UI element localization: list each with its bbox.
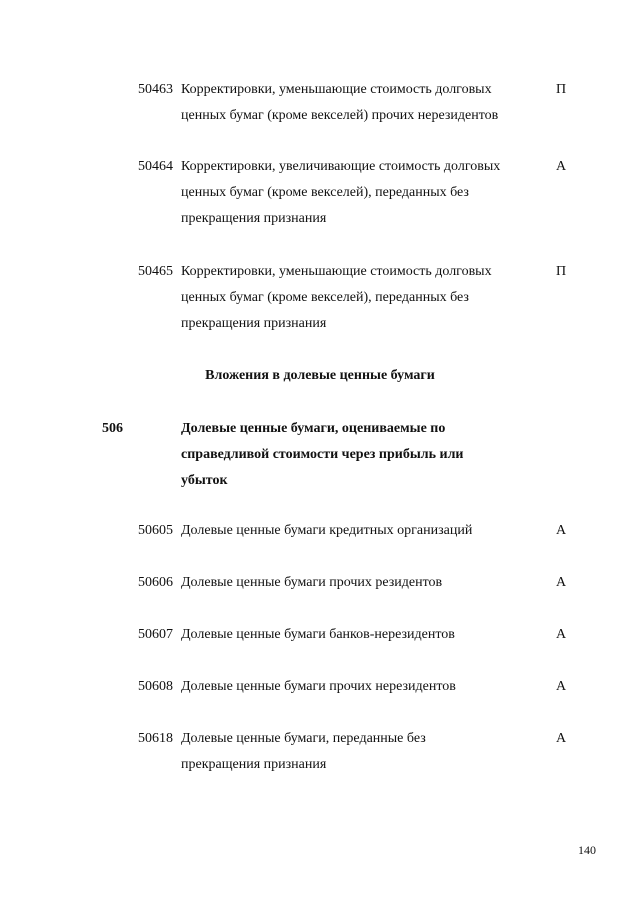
account-description [181,518,531,544]
account-code: 50463 [138,82,173,97]
account-code: 50605 [138,523,173,538]
group-description [181,416,521,494]
description-line: прекращения признания [181,316,327,331]
description-line: Долевые ценные бумаги банков-нерезидентов [181,627,455,642]
description-line: Долевые ценные бумаги прочих нерезидентов [181,679,456,694]
account-type-mark: А [556,575,567,590]
account-code: 50608 [138,679,173,694]
description-line: прекращения признания [181,757,327,772]
section-heading: Вложения в долевые ценные бумаги [205,368,435,383]
account-description [181,259,531,337]
account-code: 50607 [138,627,173,642]
account-code: 50606 [138,575,173,590]
account-type-mark: А [556,679,567,694]
account-type-mark: А [556,159,567,174]
page-number: 140 [578,843,596,857]
account-type-mark: А [556,627,567,642]
account-description [181,570,531,596]
account-description [181,674,531,700]
description-line: Долевые ценные бумаги кредитных организаций [181,523,473,538]
group-code: 506 [102,421,123,436]
account-type-mark: А [556,523,567,538]
description-line: убыток [181,473,228,488]
description-line: Корректировки, уменьшающие стоимость долговых [181,82,492,97]
description-line: Долевые ценные бумаги, переданные без [181,731,426,746]
description-line: ценных бумаг (кроме векселей) прочих нерезидентов [181,108,499,123]
account-description [181,77,531,129]
account-code: 50618 [138,731,173,746]
description-line: прекращения признания [181,211,327,226]
account-description [181,154,531,232]
description-line: Долевые ценные бумаги прочих резидентов [181,575,443,590]
account-description [181,622,531,648]
description-line: Корректировки, уменьшающие стоимость долговых [181,264,492,279]
description-line: ценных бумаг (кроме векселей), переданных без [181,290,469,305]
description-line: ценных бумаг (кроме векселей), переданных без [181,185,469,200]
account-description [181,726,531,778]
account-code: 50464 [138,159,173,174]
account-type-mark: П [556,264,567,279]
description-line: Корректировки, увеличивающие стоимость долговых [181,159,501,174]
account-type-mark: П [556,82,567,97]
description-line: справедливой стоимости через прибыль или [181,447,464,462]
account-type-mark: А [556,731,567,746]
account-code: 50465 [138,264,173,279]
description-line: Долевые ценные бумаги, оцениваемые по [181,421,446,436]
